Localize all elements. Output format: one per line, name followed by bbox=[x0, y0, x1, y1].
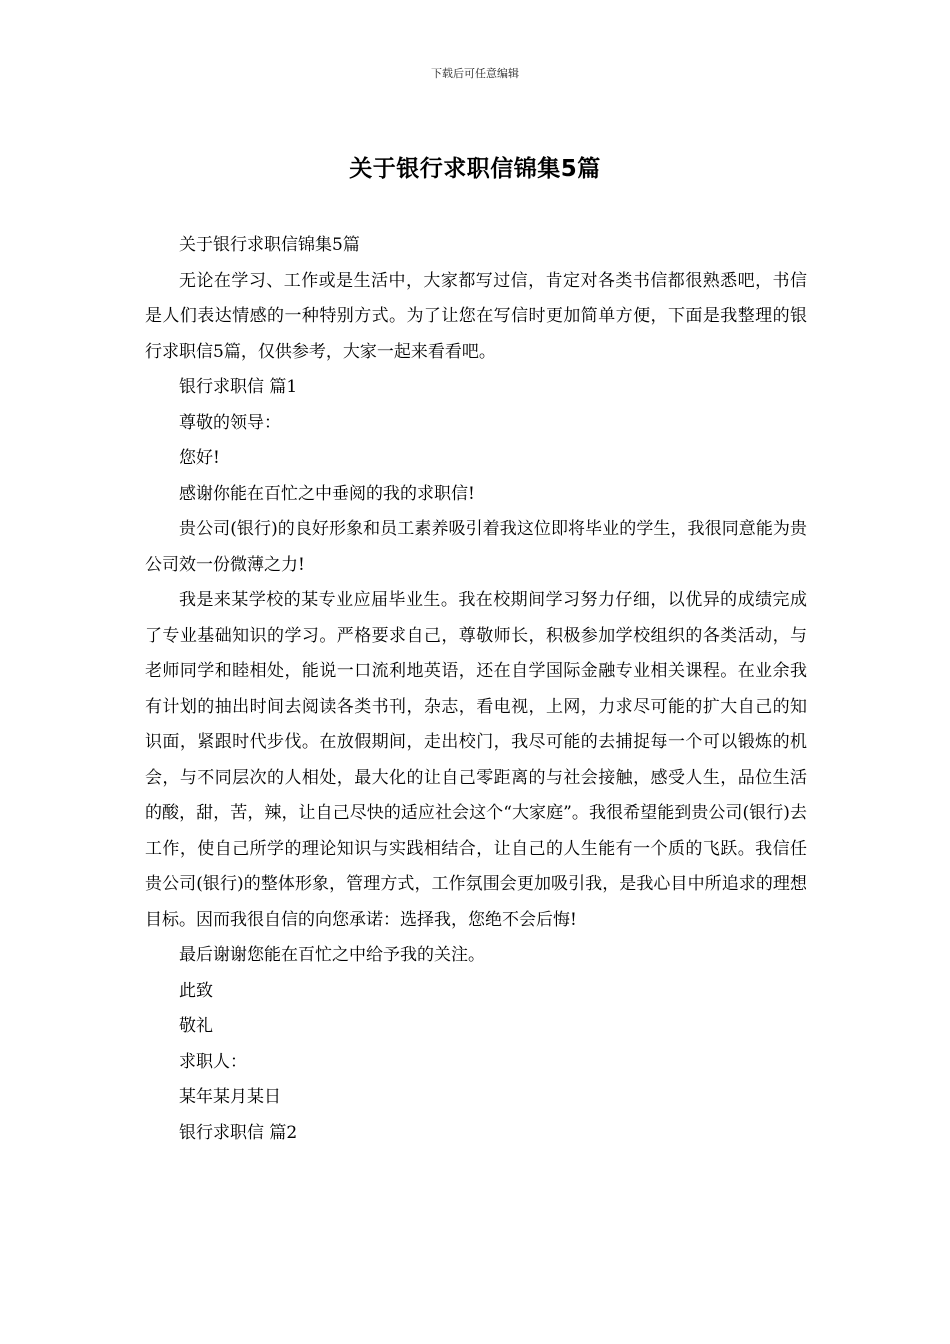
paragraph-cizhi: 此致 bbox=[179, 980, 213, 1001]
paragraph-company-image: 贵公司(银行)的良好形象和员工素养吸引着我这位即将毕业的学生，我很同意能为贵公司效一份微薄之力! bbox=[145, 519, 807, 575]
section-heading-letter-2: 银行求职信 篇2 bbox=[179, 1122, 298, 1143]
paragraph-intro: 无论在学习、工作或是生活中，大家都写过信，肯定对各类书信都很熟悉吧，书信是人们表达情感的一种特别方式。为了让您在写信时更加简单方便，下面是我整理的银行求职信5篇，仅供参考，大家一起来看看吧。 bbox=[145, 270, 807, 362]
section-heading-letter-1: 银行求职信 篇1 bbox=[179, 377, 298, 397]
paragraph-jingli: 敬礼 bbox=[179, 1016, 213, 1036]
paragraph-greeting: 您好! bbox=[179, 448, 220, 468]
document-title: 关于银行求职信锦集5篇 bbox=[349, 156, 601, 182]
paragraph-salutation: 尊敬的领导： bbox=[179, 412, 281, 433]
paragraph-subtitle: 关于银行求职信锦集5篇 bbox=[179, 235, 360, 255]
paragraph-date: 某年某月某日 bbox=[179, 1087, 281, 1107]
paragraph-self-introduction: 我是来某学校的某专业应届毕业生。我在校期间学习努力仔细，以优异的成绩完成了专业基础知识的学习。严格要求自己，尊敬师长，积极参加学校组织的各类活动，与老师同学和睦相处，能说一口流利地英语，还在自学国际金融专业相关课程。在业余我有计划的抽出时间去阅读各类书刊，杂志，看电视，上网，力求尽可能的扩大自己的知识面，紧跟时代步伐。在放假期间，走出校门，我尽可能的去捕捉每一个可以锻炼的机会，与不同层次的人相处，最大化的让自己零距离的与社会接触，感受人生，品位生活的酸，甜，苦，辣，让自己尽快的适应社会这个“大家庭”。我很希望能到贵公司(银行)去工作，使自己所学的理论知识与实践相结合，让自己的人生能有一个质的飞跃。我信任贵公司(银行)的整体形象，管理方式，工作氛围会更加吸引我，是我心目中所追求的理想目标。因而我很自信的向您承诺：选择我，您绝不会后悔! bbox=[145, 590, 807, 930]
document-body bbox=[145, 228, 807, 1151]
page-header-note: 下载后可任意编辑 bbox=[431, 67, 519, 80]
paragraph-applicant: 求职人： bbox=[179, 1051, 247, 1072]
paragraph-thanks: 感谢你能在百忙之中垂阅的我的求职信! bbox=[179, 483, 475, 504]
paragraph-closing-thanks: 最后谢谢您能在百忙之中给予我的关注。 bbox=[179, 945, 485, 965]
